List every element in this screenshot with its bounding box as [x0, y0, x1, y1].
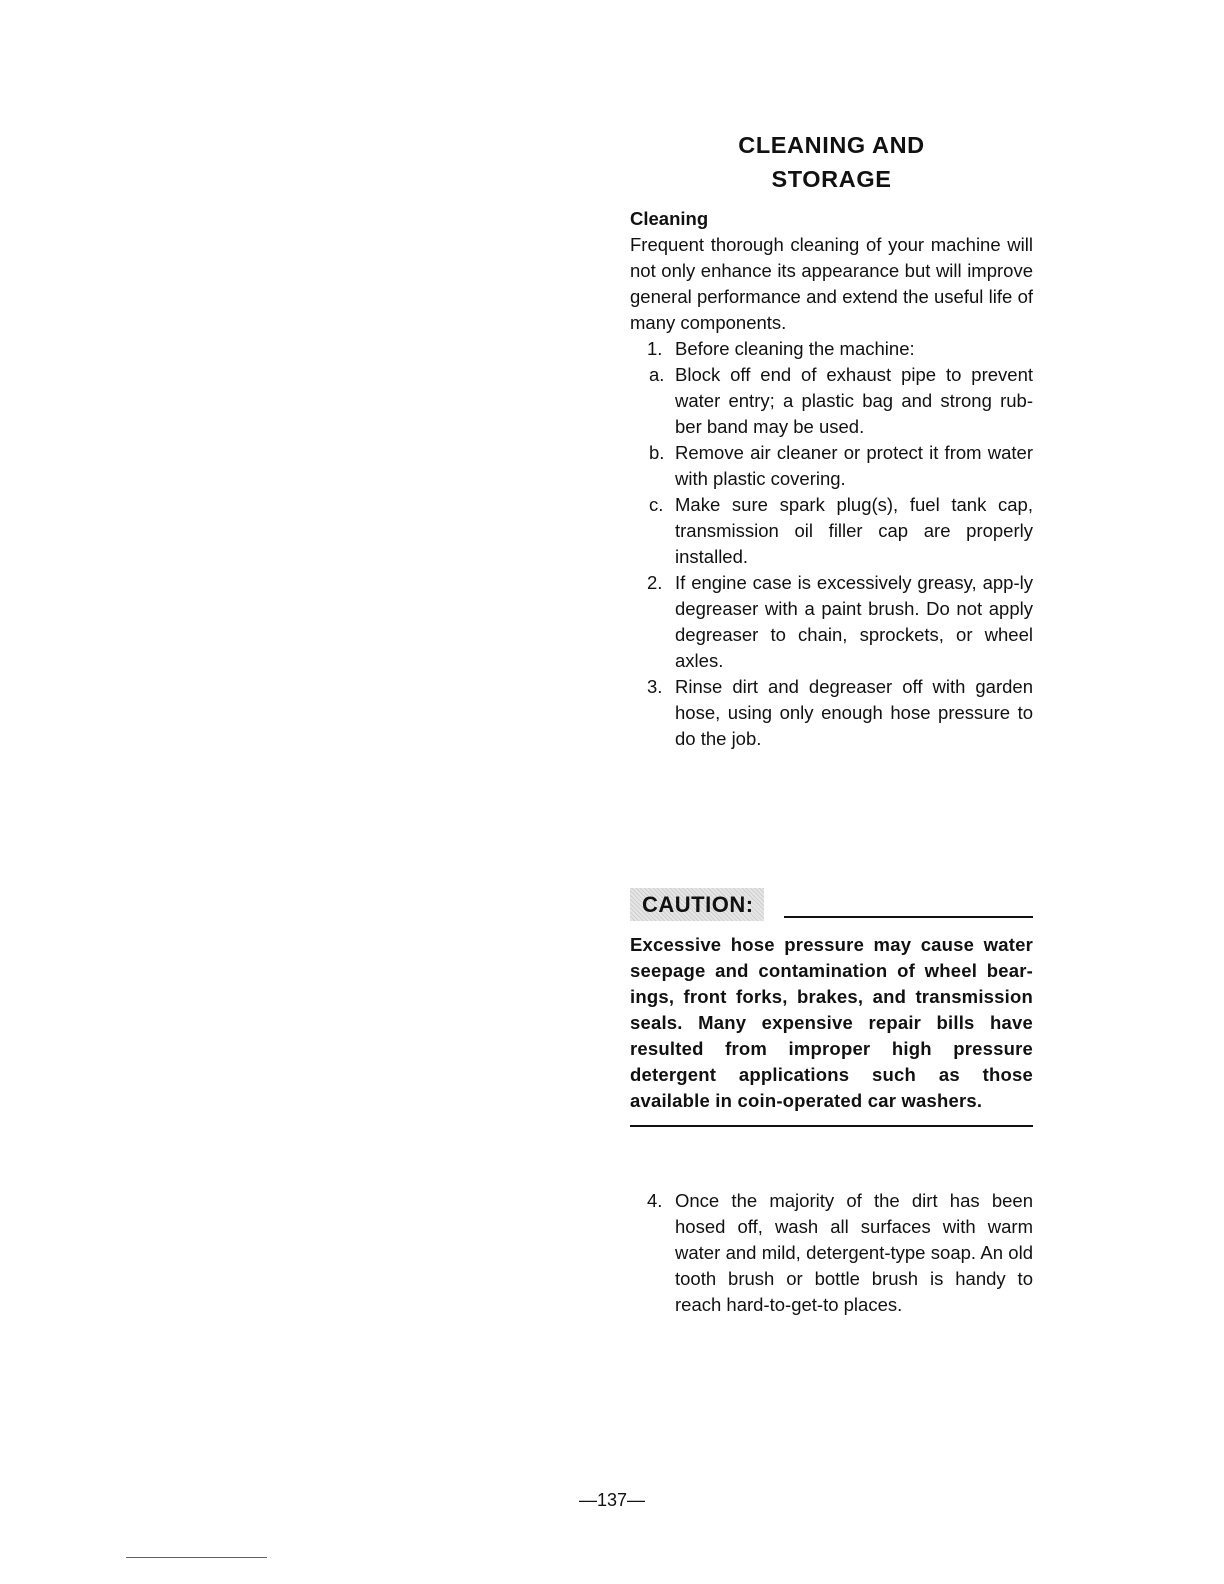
caution-label: CAUTION:: [630, 888, 764, 921]
step-marker: 1.: [647, 338, 663, 359]
substep-text: Remove air cleaner or protect it from water with plastic covering.: [675, 442, 1033, 489]
step-marker: 2.: [647, 572, 663, 593]
steps-list-continued: [630, 1188, 1033, 1318]
step-item-1: [630, 336, 1033, 362]
step-marker: 3.: [647, 676, 663, 697]
page-number: —137—: [578, 1490, 646, 1510]
page-title: [630, 128, 1033, 196]
step-text: Once the majority of the dirt has been hosed off, wash all surfaces with warm water and mild, detergent-type soap. An old tooth brush or bottle brush is handy to reach hard-to-get-to places.: [675, 1190, 1033, 1315]
step-text: If engine case is excessively greasy, app-ly degreaser with a paint brush. Do not apply degreaser to chain, sprockets, or wheel axles.: [675, 572, 1033, 671]
intro-paragraph: Frequent thorough cleaning of your machine will not only enhance its appearance but will improve general performance and extend the useful life of many components.: [630, 234, 1033, 333]
substep-marker: a.: [649, 364, 665, 385]
substep-item-a: [630, 362, 1033, 440]
substep-text: Make sure spark plug(s), fuel tank cap, transmission oil filler cap are properly installed.: [675, 494, 1033, 567]
page-title-line-1: CLEANING AND: [738, 132, 925, 158]
step-item-3: [630, 674, 1033, 752]
substep-marker: b.: [649, 442, 665, 463]
caution-header: [630, 888, 1033, 921]
main-column: [630, 128, 1033, 752]
caution-text: Excessive hose pressure may cause water seepage and contamination of wheel bear-ings, front forks, brakes, and transmission seals. Many expensive repair bills have resulted from improper high pressure detergent applications such as those available in coin-operated car washers.: [630, 934, 1033, 1111]
substep-text: Block off end of exhaust pipe to prevent water entry; a plastic bag and strong rub-ber band may be used.: [675, 364, 1033, 437]
substep-item-c: [630, 492, 1033, 570]
step-text: Rinse dirt and degreaser off with garden hose, using only enough hose pressure to do the job.: [675, 676, 1033, 749]
subheading-cleaning: Cleaning: [630, 208, 709, 229]
step-text: Before cleaning the machine:: [675, 338, 915, 359]
step-marker: 4.: [647, 1190, 663, 1211]
caution-box: [630, 888, 1033, 1127]
caution-top-rule: [784, 916, 1033, 918]
steps-list: [630, 336, 1033, 752]
caution-bottom-rule: [630, 1125, 1033, 1127]
step-item-4: [630, 1188, 1033, 1318]
step-item-2: [630, 570, 1033, 674]
substep-marker: c.: [649, 494, 664, 515]
footer-link-underline[interactable]: [126, 1557, 267, 1558]
substep-item-b: [630, 440, 1033, 492]
page-title-line-2: STORAGE: [771, 166, 892, 192]
